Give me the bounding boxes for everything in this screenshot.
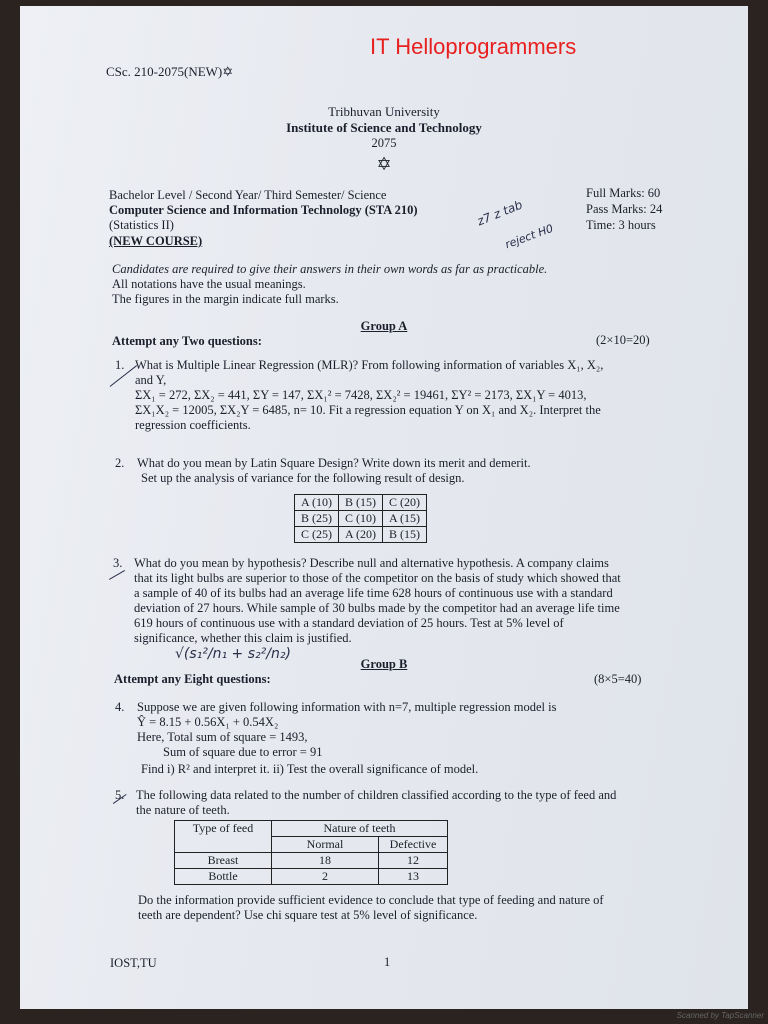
table-cell: A (20) [339, 527, 383, 543]
handwritten-note-2: reject H0 [503, 221, 555, 252]
table-row [175, 821, 448, 837]
university-name: Tribhuvan University [328, 104, 440, 119]
table-row [295, 511, 427, 527]
group-a-marks: (2×10=20) [596, 333, 650, 347]
q4-line: Here, Total sum of square = 1493, [137, 730, 308, 744]
q3-line: What do you mean by hypothesis? Describe null and alternative hypothesis. A company claims [134, 556, 609, 570]
q2-number: 2. [115, 456, 125, 470]
instruction-3: The figures in the margin indicate full marks. [112, 292, 339, 306]
emblem-icon: ✡ [376, 154, 392, 174]
table-cell: A (15) [383, 511, 427, 527]
table-cell: B (15) [339, 495, 383, 511]
table-cell: A (10) [295, 495, 339, 511]
table-cell: Breast [175, 853, 272, 869]
q1-line: and Y, [135, 373, 167, 387]
exam-year: 2075 [371, 136, 397, 150]
q1-line: ΣX₁ = 272, ΣX₂ = 441, ΣY = 147, ΣX₁² = 7428, ΣX₂² = 19461, ΣY² = 2173, ΣX₁Y = 4013, [135, 388, 587, 402]
q4-number: 4. [115, 700, 125, 714]
course-code-text: CSc. 210-2075(NEW) [106, 64, 223, 79]
q2-line: What do you mean by Latin Square Design? Write down its merit and demerit. [137, 456, 531, 470]
q3-line: a sample of 40 of its bulbs had an average life time 628 hours of continuous use with a standard [134, 586, 613, 600]
table-row [295, 495, 427, 511]
table-cell: C (25) [295, 527, 339, 543]
handwritten-note-1: z7 z tab [475, 197, 525, 229]
q1-number: 1. [115, 358, 125, 372]
table-header: Nature of teeth [272, 821, 448, 837]
table-cell: C (20) [383, 495, 427, 511]
q5-line: the nature of teeth. [136, 803, 230, 817]
q5-number: 5. [115, 788, 125, 802]
course-code [106, 64, 233, 80]
table-cell: B (15) [383, 527, 427, 543]
new-course-label: (NEW COURSE) [109, 234, 203, 248]
group-a-attempt: Attempt any Two questions: [112, 334, 262, 348]
handwritten-formula: √(s₁²/n₁ + s₂²/n₂) [175, 646, 291, 662]
q1-line: ΣX₁X₂ = 12005, ΣX₂Y = 6485, n= 10. Fit a regression equation Y on X₁ and X₂. Interpret the [135, 403, 601, 417]
q3-number: 3. [113, 556, 123, 570]
group-a-title: Group A [360, 319, 408, 333]
q3-line: deviation of 27 hours. While sample of 30 bulbs made by the competitor had an average life time [134, 601, 620, 615]
q1-text [135, 358, 680, 433]
tick-mark [105, 563, 125, 580]
table-cell: 2 [272, 869, 379, 885]
q3-text [134, 556, 682, 646]
instruction-1: Candidates are required to give their answers in their own words as far as practicable. [112, 262, 548, 276]
table-row [175, 869, 448, 885]
subject-line: (Statistics II) [109, 218, 174, 232]
page-number: 1 [384, 955, 391, 969]
table-cell: 12 [379, 853, 448, 869]
q1-line: What is Multiple Linear Regression (MLR)? From following information of variables X₁, X₂, [135, 358, 604, 372]
pass-marks: Pass Marks: 24 [586, 202, 663, 216]
contingency-table [174, 820, 448, 885]
q5-text [136, 788, 686, 818]
q5-line: The following data related to the number of children classified according to the type of feed and [136, 788, 617, 802]
q5-line: teeth are dependent? Use chi square test at 5% level of significance. [138, 908, 478, 922]
q4-line: Ŷ = 8.15 + 0.56X₁ + 0.54X₂ [137, 715, 279, 729]
table-cell: C (10) [339, 511, 383, 527]
full-marks: Full Marks: 60 [586, 186, 661, 200]
group-b-marks: (8×5=40) [594, 672, 642, 686]
q1-line: regression coefficients. [135, 418, 251, 432]
q4-line: Sum of square due to error = 91 [163, 745, 323, 759]
institute-name: Institute of Science and Technology [286, 120, 482, 135]
q4-text [137, 700, 677, 777]
q5-question [138, 893, 688, 923]
q3-line: significance, whether this claim is justified. [134, 631, 352, 645]
exam-sheet [20, 6, 748, 1009]
scanner-label: Scanned by TapScanner [676, 1011, 764, 1020]
q2-line: Set up the analysis of variance for the following result of design. [141, 471, 465, 485]
table-row [175, 853, 448, 869]
course-title: Computer Science and Information Technology (STA 210) [109, 203, 418, 217]
q3-line: 619 hours of continuous use with a standard deviation of 25 hours. Test at 5% level of [134, 616, 564, 630]
group-b-title: Group B [360, 657, 408, 671]
footer-left: IOST,TU [110, 956, 157, 970]
table-cell: B (25) [295, 511, 339, 527]
watermark: IT Helloprogrammers [370, 34, 577, 59]
q4-line: Find i) R² and interpret it. ii) Test the overall significance of model. [141, 762, 479, 776]
group-b-attempt: Attempt any Eight questions: [114, 672, 271, 686]
latin-square-table [294, 494, 427, 543]
q5-line: Do the information provide sufficient evidence to conclude that type of feeding and nature of [138, 893, 604, 907]
level-line: Bachelor Level / Second Year/ Third Semester/ Science [109, 188, 387, 202]
table-cell: 18 [272, 853, 379, 869]
time-allowed: Time: 3 hours [586, 218, 656, 232]
table-header: Defective [379, 837, 448, 853]
table-header: Normal [272, 837, 379, 853]
instruction-2: All notations have the usual meanings. [112, 277, 306, 291]
q2-text [137, 456, 682, 486]
table-row [295, 527, 427, 543]
table-cell: 13 [379, 869, 448, 885]
q3-line: that its light bulbs are superior to those of the competitor on the basis of study which showed that [134, 571, 621, 585]
q4-line: Suppose we are given following information with n=7, multiple regression model is [137, 700, 557, 714]
table-cell: Bottle [175, 869, 272, 885]
table-header: Type of feed [175, 821, 272, 853]
star-icon: ✡ [222, 64, 234, 79]
